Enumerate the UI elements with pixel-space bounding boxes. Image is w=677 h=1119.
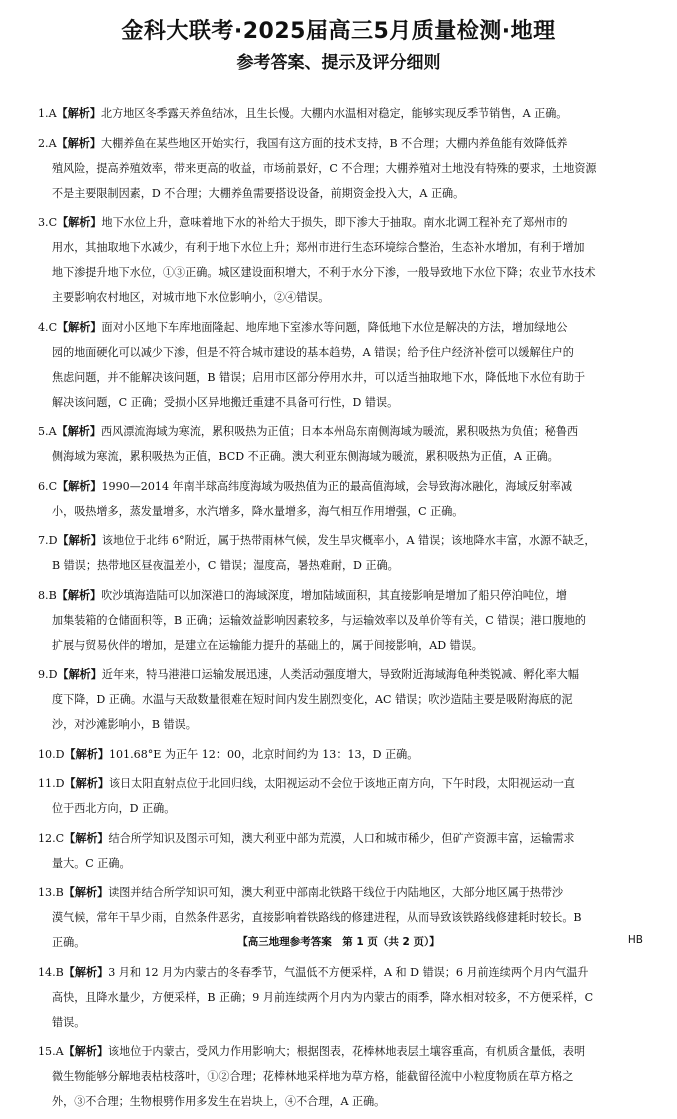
answer-text: 结合所学知识及图示可知，澳大利亚中部为荒漠，人口和城市稀少，但矿产资源丰富，运输需求: [108, 831, 575, 845]
answer-line: [38, 419, 647, 444]
analysis-tag: 【解析】: [56, 107, 101, 120]
answer-line: [38, 960, 647, 985]
answer-text: 位于西北方向，D 正确。: [52, 802, 176, 815]
answer-text: 解决该问题，C 正确；受损小区异地搬迁重建不具备可行性，D 错误。: [52, 395, 399, 409]
answer-line: [38, 1089, 647, 1114]
answer-line: [38, 771, 647, 796]
answer-item: [38, 662, 647, 737]
answer-number: 12.C: [38, 831, 65, 845]
answer-line: [38, 444, 647, 469]
analysis-tag: 【解析】: [63, 1045, 109, 1058]
answer-text: 1990—2014 年南半球高纬度海域为吸热值为正的最高值海域，会导致海冰融化，海域反射率减: [101, 479, 572, 493]
answer-line: [38, 474, 647, 499]
answer-item: [38, 315, 647, 415]
answer-line: [38, 390, 647, 415]
answer-line: [38, 156, 647, 181]
answer-line: [38, 365, 647, 390]
answer-line: [38, 260, 647, 285]
answer-number: 5.A: [38, 425, 57, 438]
answer-number: 3.C: [38, 216, 58, 229]
answer-list: [38, 101, 647, 1119]
answer-line: [38, 687, 647, 712]
answer-text: 度下降，D 正确。水温与天敌数量很难在短时间内发生剧烈变化，AC 错误；吹沙造陆主要是吸附海底的泥: [52, 693, 573, 706]
answer-item: [38, 101, 647, 126]
answer-text: 沙，对沙滩影响小，B 错误。: [52, 718, 197, 731]
answer-line: [38, 499, 647, 524]
answer-line: [38, 131, 647, 156]
answer-text: 高快，且降水量少，方便采样，B 正确；9 月前连续两个月内为内蒙古的雨季，降水相对较多，不方便采样，C: [52, 990, 594, 1004]
answer-line: [38, 633, 647, 658]
answer-text: 不是主要限制因素，D 不合理；大棚养鱼需要搭设设备，前期资金投入大，A 正确。: [52, 186, 465, 200]
answer-number: 7.D: [38, 534, 58, 547]
analysis-tag: 【解析】: [57, 534, 102, 547]
analysis-tag: 【解析】: [64, 747, 109, 761]
document-title: 金科大联考·2025届高三5月质量检测·地理: [121, 19, 556, 44]
answer-text: 大棚养鱼在某些地区开始实行，我国有这方面的技术支持，B 不合理；大棚内养鱼能有效降低养: [101, 136, 568, 150]
analysis-tag: 【解析】: [57, 216, 102, 229]
answer-number: 15.A: [38, 1045, 64, 1058]
answer-item: [38, 474, 647, 524]
answer-text: 主要影响农村地区，对城市地下水位影响小，②④错误。: [52, 291, 330, 304]
answer-text: 殖风险，提高养殖效率，带来更高的收益，市场前景好，C 不合理；大棚养殖对土地没有特殊的要求，土地资源: [52, 161, 597, 175]
answer-item: [38, 1039, 647, 1114]
answer-item: [38, 826, 647, 876]
analysis-tag: 【解析】: [57, 479, 102, 493]
answer-item: [38, 210, 647, 310]
answer-line: [38, 985, 647, 1010]
answer-number: 9.D: [38, 668, 58, 681]
answer-number: 10.D: [38, 747, 65, 761]
answer-line: [38, 528, 647, 553]
answer-line: [38, 662, 647, 687]
answer-text: B 错误；热带地区昼夜温差小，C 错误；湿度高，暑热难耐，D 正确。: [52, 559, 399, 572]
answer-item: [38, 528, 647, 578]
answer-item: [38, 960, 647, 1035]
answer-line: [38, 235, 647, 260]
answer-item: [38, 419, 647, 469]
document-subtitle: 参考答案、提示及评分细则: [236, 53, 441, 73]
answer-line: [38, 285, 647, 310]
footer-code: HB: [627, 934, 643, 946]
analysis-tag: 【解析】: [63, 965, 109, 979]
analysis-tag: 【解析】: [64, 831, 109, 845]
answer-text: 面对小区地下车库地面隆起、地库地下室渗水等问题，降低地下水位是解决的方法，增加绿地公: [101, 320, 568, 334]
answer-text: 用水，其抽取地下水减少，有利于地下水位上升；郑州市进行生态环境综合整治，生态补水增加，有利于增加: [52, 241, 585, 254]
answer-line: [38, 101, 647, 126]
answer-line: [38, 210, 647, 235]
analysis-tag: 【解析】: [57, 668, 102, 681]
answer-text: 外，③不合理；生物根劈作用多发生在岩块上，④不合理，A 正确。: [52, 1095, 386, 1108]
answer-item: [38, 583, 647, 658]
answer-text: 地下水位上升，意味着地下水的补给大于损失，即下渗大于抽取。南水北调工程补充了郑州市的: [101, 216, 568, 229]
answer-text: 加集装箱的仓储面积等，B 正确；运输效益影响因素较多，与运输效率以及单价等有关，C 错误；港口腹地的: [52, 613, 587, 627]
page-footer: 【高三地理参考答案 第 1 页（共 2 页）】: [237, 936, 440, 948]
answer-line: [38, 1064, 647, 1089]
answer-text: 3 月和 12 月为内蒙古的冬春季节，气温低不方便采样，A 和 D 错误；6 月前连续两个月内气温升: [108, 965, 589, 979]
answer-line: [38, 880, 647, 905]
answer-text: 西风漂流海域为寒流，累积吸热为正值；日本本州岛东南侧海域为暖流，累积吸热为负值；秘鲁西: [101, 425, 579, 438]
answer-text: 北方地区冬季露天养鱼结冰，且生长慢。大棚内水温相对稳定，能够实现反季节销售，A 正确。: [101, 107, 568, 120]
answer-text: 该地位于内蒙古，受风力作用影响大；根据图表，花棒林地表层土壤容重高，有机质含量低，表明: [108, 1045, 586, 1058]
answer-number: 14.B: [38, 965, 64, 979]
answer-line: [38, 583, 647, 608]
analysis-tag: 【解析】: [56, 425, 101, 438]
answer-line: [38, 796, 647, 821]
answer-text: 焦虑问题，并不能解决该问题，B 错误；启用市区部分停用水井，可以适当抽取地下水，降低地下水位有助于: [52, 370, 586, 384]
answer-line: [38, 851, 647, 876]
answer-line: [38, 1010, 647, 1035]
answer-text: 近年来，特马港港口运输发展迅速，人类活动强度增大，导致附近海域海龟种类锐减、孵化率大幅: [101, 668, 579, 681]
answer-text: 该地位于北纬 6°附近，属于热带雨林气候，发生旱灾概率小，A 错误；该地降水丰富，水源不缺乏，: [101, 534, 596, 547]
answer-line: [38, 340, 647, 365]
answer-text: 小，吸热增多，蒸发量增多，水汽增多，降水量增多，海气相互作用增强，C 正确。: [52, 504, 464, 518]
answer-number: 6.C: [38, 479, 58, 493]
answer-text: 量大。C 正确。: [52, 856, 131, 870]
analysis-tag: 【解析】: [57, 320, 102, 334]
answer-line: [38, 608, 647, 633]
answer-line: [38, 553, 647, 578]
answer-text: 吹沙填海造陆可以加深港口的海域深度，增加陆域面积，其直接影响是增加了船只停泊吨位，增: [101, 588, 568, 602]
answer-text: 错误。: [52, 1015, 86, 1029]
answer-text: 扩展与贸易伙伴的增加，是建立在运输能力提升的基础上的，属于间接影响，AD 错误。: [52, 638, 483, 652]
answer-item: [38, 131, 647, 206]
answer-text: 该日太阳直射点位于北回归线，太阳视运动不会位于该地正南方向，下午时段，太阳视运动一直: [108, 777, 575, 790]
answer-text: 地下渗提升地下水位，①③正确。城区建设面积增大，不利于水分下渗，一般导致地下水位下降；农业节水技术: [52, 266, 596, 279]
answer-line: [38, 315, 647, 340]
answer-number: 2.A: [38, 136, 57, 150]
answer-item: [38, 771, 647, 821]
answer-item: [38, 742, 647, 767]
answer-text: 园的地面硬化可以减少下渗，但是不符合城市建设的基本趋势，A 错误；给予住户经济补偿可以缓解住户的: [52, 345, 574, 359]
answer-number: 11.D: [38, 777, 65, 790]
answer-line: [38, 826, 647, 851]
analysis-tag: 【解析】: [56, 588, 102, 602]
answer-text: 读图并结合所学知识可知，澳大利亚中部南北铁路干线位于内陆地区，大部分地区属于热带沙: [108, 886, 564, 899]
answer-number: 8.B: [38, 588, 57, 602]
answer-line: [38, 1039, 647, 1064]
answer-text: 正确。: [52, 936, 86, 949]
answer-number: 13.B: [38, 886, 64, 899]
answer-line: [38, 742, 647, 767]
answer-text: 101.68°E 为正午 12：00，北京时间约为 13：13，D 正确。: [108, 747, 419, 761]
analysis-tag: 【解析】: [63, 886, 109, 899]
answer-text: 漠气候，常年干旱少雨，自然条件恶劣，直接影响着铁路线的修建进程，从而导致该铁路线修建耗时较长。B: [52, 911, 582, 924]
answer-number: 4.C: [38, 320, 58, 334]
answer-line: [38, 712, 647, 737]
answer-number: 1.A: [38, 107, 57, 120]
answer-line: [38, 181, 647, 206]
analysis-tag: 【解析】: [64, 777, 109, 790]
analysis-tag: 【解析】: [56, 136, 101, 150]
answer-text: 侧海域为寒流，累积吸热为正值，BCD 不正确。澳大利亚东侧海域为暖流，累积吸热为正值，A 正确。: [52, 450, 559, 463]
answer-text: 微生物能够分解地表枯枝落叶，①②合理；花棒林地采样地为草方格，能截留径流中小粒度物质在草方格之: [52, 1070, 574, 1083]
answer-line: [38, 905, 647, 930]
